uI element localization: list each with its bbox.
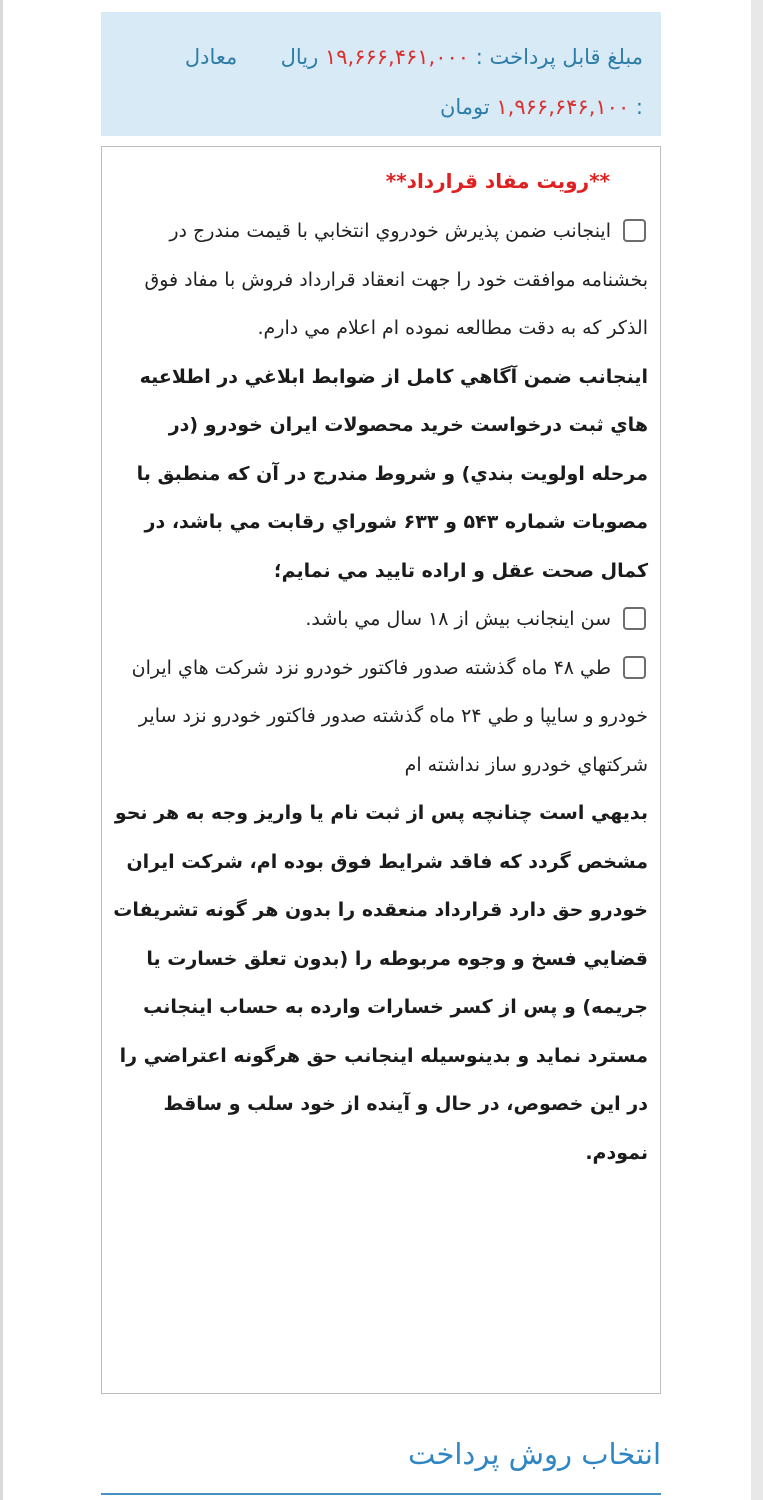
rial-amount: ۱۹,۶۶۶,۴۶۱,۰۰۰ [324, 45, 470, 69]
agree-terms-text: اينجانب ضمن پذيرش خودروي انتخابي با قيمت مندرج در بخشنامه موافقت خود را جهت انعقاد قرارداد فروش با مفاد فوق الذكر كه به دقت مطالعه نموده ام اعلام مي دارم. [144, 220, 648, 339]
contract-terms-panel [101, 146, 661, 1394]
age-confirm-item [110, 595, 648, 644]
contract-title: **رويت مفاد قرارداد** [385, 169, 610, 193]
awareness-statement: اينجانب ضمن آگاهي كامل از ضوابط ابلاغي در اطلاعيه هاي ثبت درخواست خريد محصولات ايران خودرو (در مرحله اولويت بندي) و شروط مندرج در آن كه منطبق با مصوبات شماره ۵۴۳ و ۶۳۳ شوراي رقابت مي باشد، در كمال صحت عقل و اراده تاييد مي نمايم؛ [136, 365, 648, 582]
equivalent-label: معادل [184, 45, 238, 69]
agree-terms-checkbox[interactable] [623, 219, 646, 242]
toman-amount: ۱,۹۶۶,۶۴۶,۱۰۰ [496, 95, 630, 119]
age-confirm-checkbox[interactable] [623, 607, 646, 630]
toman-unit: تومان [439, 95, 490, 119]
payable-amount-panel [101, 12, 661, 136]
payment-method-title: انتخاب روش پرداخت [407, 1437, 661, 1471]
rial-unit: ريال [280, 45, 319, 69]
no-invoice-text: طي ۴۸ ماه گذشته صدور فاكتور خودرو نزد شركت هاي ايران خودرو و سايپا و طي ۲۴ ماه گذشته صدور فاكتور خودرو نزد ساير شركتهاي خودرو ساز نداشته ام [131, 656, 648, 776]
payable-amount-line-2 [121, 82, 643, 132]
payable-amount-label: مبلغ قابل پرداخت : [475, 45, 643, 69]
agree-terms-item [110, 207, 648, 353]
age-confirm-text: سن اينجانب بيش از ۱۸ سال مي باشد. [305, 608, 611, 630]
no-invoice-item [110, 644, 648, 790]
disclaimer-statement: بديهي است چنانچه پس از ثبت نام يا واريز وجه به هر نحو مشخص گردد كه فاقد شرايط فوق بوده ام، شركت ايران خودرو حق دارد قرارداد منعقده را بدون هر گونه تشريفات قضايي فسخ و وجوه مربوطه را (بدون تعلق خسارت يا جريمه) و پس از كسر خسارات وارده به حساب اينجانب مسترد نمايد و بدينوسيله اينجانب حق هرگونه اعتراضي را در اين خصوص، در حال و آينده از خود سلب و ساقط نمودم. [113, 802, 648, 1164]
payable-amount-line-1 [121, 32, 643, 82]
toman-prefix: : [635, 95, 643, 119]
payment-method-divider [101, 1493, 661, 1495]
left-frame-edge [0, 0, 3, 1500]
right-frame-edge [751, 0, 763, 1500]
no-invoice-checkbox[interactable] [623, 656, 646, 679]
